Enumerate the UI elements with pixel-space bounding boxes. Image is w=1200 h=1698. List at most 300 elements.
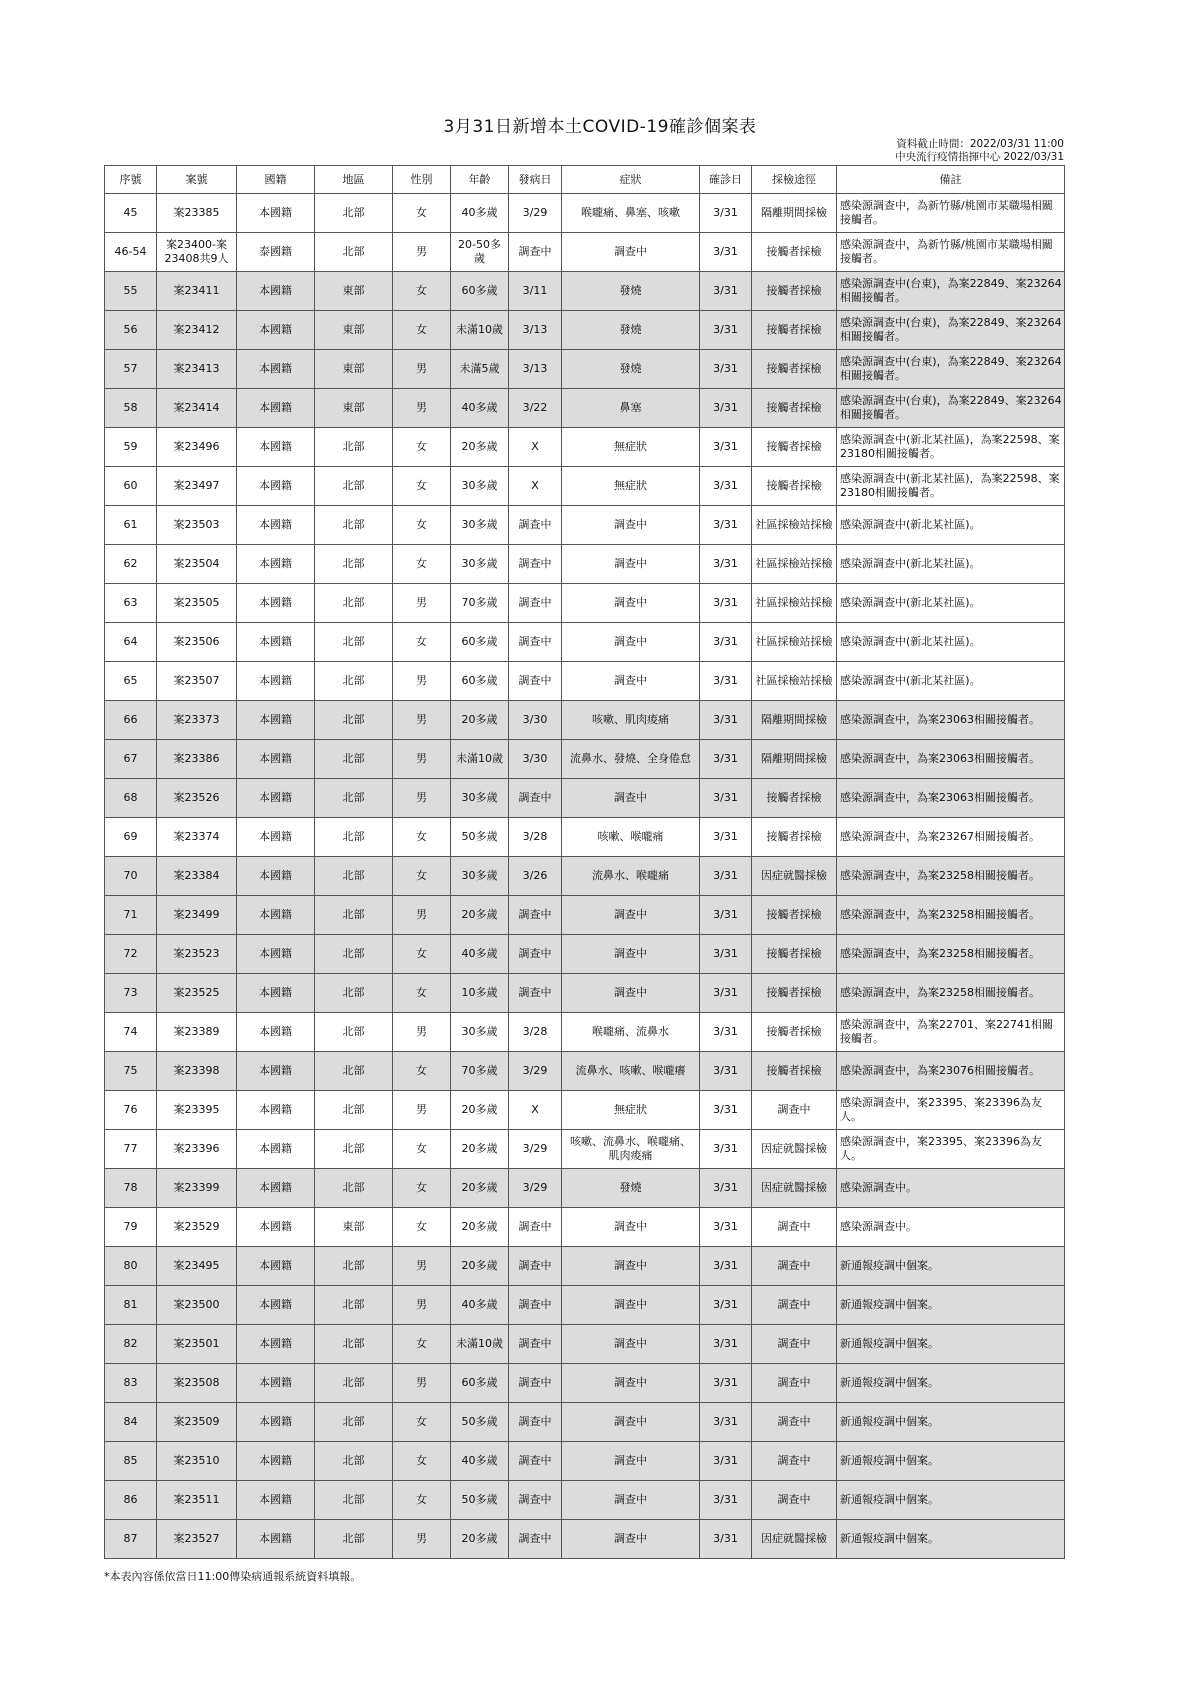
cell-onset: 調查中 — [509, 1286, 562, 1325]
cell-test-route: 接觸者採檢 — [752, 896, 837, 935]
cell-sex: 男 — [393, 389, 451, 428]
cell-age: 60多歲 — [451, 1364, 509, 1403]
cell-confirm-date: 3/31 — [700, 1325, 752, 1364]
cell-seq: 56 — [105, 311, 157, 350]
cell-region: 北部 — [315, 1013, 393, 1052]
cell-region: 北部 — [315, 1442, 393, 1481]
cell-age: 20-50多歲 — [451, 233, 509, 272]
table-row — [105, 1013, 1065, 1052]
cell-sex: 男 — [393, 584, 451, 623]
cell-test-route: 接觸者採檢 — [752, 467, 837, 506]
footnote: *本表內容係依當日11:00傳染病通報系統資料填報。 — [104, 1570, 362, 1583]
cell-nationality: 本國籍 — [237, 311, 315, 350]
cell-nationality: 本國籍 — [237, 740, 315, 779]
cell-sex: 男 — [393, 1013, 451, 1052]
cell-test-route: 調查中 — [752, 1403, 837, 1442]
cell-onset: 3/26 — [509, 857, 562, 896]
cell-case: 案23527 — [157, 1520, 237, 1559]
cell-note: 新通報疫調中個案。 — [837, 1325, 1065, 1364]
cell-age: 40多歲 — [451, 194, 509, 233]
table-row — [105, 935, 1065, 974]
cell-case: 案23398 — [157, 1052, 237, 1091]
cell-nationality: 本國籍 — [237, 1208, 315, 1247]
cell-region: 東部 — [315, 272, 393, 311]
cell-nationality: 本國籍 — [237, 623, 315, 662]
cell-symptoms: 流鼻水、發燒、全身倦怠 — [562, 740, 700, 779]
cell-age: 20多歲 — [451, 1247, 509, 1286]
cell-nationality: 本國籍 — [237, 662, 315, 701]
cell-symptoms: 調查中 — [562, 584, 700, 623]
cell-test-route: 接觸者採檢 — [752, 311, 837, 350]
table-row — [105, 818, 1065, 857]
cell-confirm-date: 3/31 — [700, 194, 752, 233]
cell-confirm-date: 3/31 — [700, 1247, 752, 1286]
cell-note: 感染源調查中(新北某社區)。 — [837, 506, 1065, 545]
cell-seq: 83 — [105, 1364, 157, 1403]
cell-age: 40多歲 — [451, 1442, 509, 1481]
cell-onset: X — [509, 1091, 562, 1130]
cell-seq: 73 — [105, 974, 157, 1013]
cell-region: 北部 — [315, 467, 393, 506]
cell-case: 案23511 — [157, 1481, 237, 1520]
cell-seq: 70 — [105, 857, 157, 896]
cell-case: 案23508 — [157, 1364, 237, 1403]
table-row — [105, 350, 1065, 389]
cell-note: 感染源調查中(台東)，為案22849、案23264相關接觸者。 — [837, 350, 1065, 389]
cell-onset: 3/29 — [509, 1052, 562, 1091]
cell-nationality: 泰國籍 — [237, 233, 315, 272]
header-symptoms: 症狀 — [562, 166, 700, 194]
cell-confirm-date: 3/31 — [700, 1052, 752, 1091]
cell-note: 新通報疫調中個案。 — [837, 1442, 1065, 1481]
cell-region: 北部 — [315, 233, 393, 272]
cell-region: 北部 — [315, 1325, 393, 1364]
cell-confirm-date: 3/31 — [700, 467, 752, 506]
cell-symptoms: 咳嗽、流鼻水、喉嚨痛、肌肉痠痛 — [562, 1130, 700, 1169]
cell-age: 40多歲 — [451, 935, 509, 974]
cell-confirm-date: 3/31 — [700, 818, 752, 857]
cell-seq: 76 — [105, 1091, 157, 1130]
cell-onset: 調查中 — [509, 233, 562, 272]
cell-note: 感染源調查中，案23395、案23396為友人。 — [837, 1130, 1065, 1169]
cell-symptoms: 咳嗽、喉嚨痛 — [562, 818, 700, 857]
cell-test-route: 隔離期間採檢 — [752, 701, 837, 740]
table-row — [105, 506, 1065, 545]
cell-region: 北部 — [315, 1130, 393, 1169]
cell-seq: 81 — [105, 1286, 157, 1325]
cell-confirm-date: 3/31 — [700, 1442, 752, 1481]
cell-region: 北部 — [315, 428, 393, 467]
cell-sex: 女 — [393, 467, 451, 506]
cell-case: 案23501 — [157, 1325, 237, 1364]
cell-case: 案23385 — [157, 194, 237, 233]
cell-test-route: 接觸者採檢 — [752, 233, 837, 272]
cell-symptoms: 無症狀 — [562, 467, 700, 506]
cell-test-route: 調查中 — [752, 1364, 837, 1403]
cell-test-route: 接觸者採檢 — [752, 1052, 837, 1091]
cell-onset: 調查中 — [509, 974, 562, 1013]
cell-sex: 女 — [393, 1403, 451, 1442]
cell-confirm-date: 3/31 — [700, 974, 752, 1013]
cell-sex: 男 — [393, 740, 451, 779]
cell-test-route: 接觸者採檢 — [752, 272, 837, 311]
cell-test-route: 社區採檢站採檢 — [752, 584, 837, 623]
cell-symptoms: 調查中 — [562, 1247, 700, 1286]
cell-confirm-date: 3/31 — [700, 1130, 752, 1169]
cell-symptoms: 發燒 — [562, 311, 700, 350]
cell-age: 30多歲 — [451, 1013, 509, 1052]
cell-onset: 調查中 — [509, 545, 562, 584]
table-row — [105, 428, 1065, 467]
table-row — [105, 623, 1065, 662]
cell-test-route: 因症就醫採檢 — [752, 1169, 837, 1208]
cell-case: 案23396 — [157, 1130, 237, 1169]
cell-confirm-date: 3/31 — [700, 1403, 752, 1442]
cell-region: 北部 — [315, 506, 393, 545]
cell-note: 新通報疫調中個案。 — [837, 1520, 1065, 1559]
cell-age: 30多歲 — [451, 779, 509, 818]
cell-nationality: 本國籍 — [237, 896, 315, 935]
cell-case: 案23386 — [157, 740, 237, 779]
cell-confirm-date: 3/31 — [700, 545, 752, 584]
cutoff-time: 資料截止時間：2022/03/31 11:00 — [896, 138, 1064, 150]
table-row — [105, 1481, 1065, 1520]
table-row — [105, 233, 1065, 272]
cell-note: 感染源調查中，為新竹縣/桃園市某職場相關接觸者。 — [837, 233, 1065, 272]
report-source: 中央流行疫情指揮中心 2022/03/31 — [895, 151, 1064, 163]
cell-case: 案23506 — [157, 623, 237, 662]
cell-sex: 女 — [393, 272, 451, 311]
cell-nationality: 本國籍 — [237, 1091, 315, 1130]
table-row — [105, 1364, 1065, 1403]
cell-symptoms: 調查中 — [562, 896, 700, 935]
cell-age: 20多歲 — [451, 1169, 509, 1208]
cell-nationality: 本國籍 — [237, 818, 315, 857]
cell-onset: 調查中 — [509, 1481, 562, 1520]
cell-note: 感染源調查中(台東)，為案22849、案23264相關接觸者。 — [837, 389, 1065, 428]
cell-onset: 調查中 — [509, 662, 562, 701]
cell-age: 20多歲 — [451, 896, 509, 935]
cell-confirm-date: 3/31 — [700, 389, 752, 428]
cell-confirm-date: 3/31 — [700, 740, 752, 779]
cell-case: 案23529 — [157, 1208, 237, 1247]
cell-case: 案23411 — [157, 272, 237, 311]
table-row — [105, 311, 1065, 350]
table-row — [105, 1208, 1065, 1247]
table-row — [105, 1325, 1065, 1364]
cell-region: 東部 — [315, 350, 393, 389]
cell-onset: 調查中 — [509, 1247, 562, 1286]
cell-nationality: 本國籍 — [237, 1130, 315, 1169]
cell-region: 北部 — [315, 896, 393, 935]
cell-confirm-date: 3/31 — [700, 1364, 752, 1403]
cell-age: 30多歲 — [451, 506, 509, 545]
cell-note: 感染源調查中，為案23258相關接觸者。 — [837, 935, 1065, 974]
cell-region: 北部 — [315, 1091, 393, 1130]
cell-sex: 女 — [393, 1481, 451, 1520]
cell-onset: 調查中 — [509, 1325, 562, 1364]
cell-age: 20多歲 — [451, 1130, 509, 1169]
cell-symptoms: 調查中 — [562, 662, 700, 701]
cell-region: 北部 — [315, 1286, 393, 1325]
cell-test-route: 調查中 — [752, 1325, 837, 1364]
table-row — [105, 272, 1065, 311]
table-row — [105, 1091, 1065, 1130]
cell-case: 案23495 — [157, 1247, 237, 1286]
cell-note: 感染源調查中。 — [837, 1169, 1065, 1208]
table-row — [105, 1247, 1065, 1286]
cell-case: 案23525 — [157, 974, 237, 1013]
cell-nationality: 本國籍 — [237, 935, 315, 974]
cell-region: 北部 — [315, 662, 393, 701]
cell-nationality: 本國籍 — [237, 1169, 315, 1208]
cell-region: 北部 — [315, 1247, 393, 1286]
cell-case: 案23389 — [157, 1013, 237, 1052]
header-seq: 序號 — [105, 166, 157, 194]
cell-seq: 64 — [105, 623, 157, 662]
cell-seq: 79 — [105, 1208, 157, 1247]
cell-age: 30多歲 — [451, 467, 509, 506]
cell-seq: 67 — [105, 740, 157, 779]
cell-confirm-date: 3/31 — [700, 311, 752, 350]
cell-note: 感染源調查中(新北某社區)，為案22598、案23180相關接觸者。 — [837, 467, 1065, 506]
cell-age: 20多歲 — [451, 1520, 509, 1559]
cell-nationality: 本國籍 — [237, 389, 315, 428]
cell-sex: 女 — [393, 428, 451, 467]
cell-note: 感染源調查中，為案23258相關接觸者。 — [837, 857, 1065, 896]
cell-test-route: 因症就醫採檢 — [752, 1520, 837, 1559]
cell-confirm-date: 3/31 — [700, 701, 752, 740]
cell-age: 50多歲 — [451, 1481, 509, 1520]
cell-region: 北部 — [315, 1364, 393, 1403]
cell-onset: 調查中 — [509, 584, 562, 623]
cell-seq: 72 — [105, 935, 157, 974]
cell-seq: 61 — [105, 506, 157, 545]
cell-onset: 3/22 — [509, 389, 562, 428]
cell-test-route: 因症就醫採檢 — [752, 1130, 837, 1169]
cell-note: 感染源調查中，為案23258相關接觸者。 — [837, 974, 1065, 1013]
header-age: 年齡 — [451, 166, 509, 194]
cell-symptoms: 調查中 — [562, 1520, 700, 1559]
cell-note: 感染源調查中(台東)，為案22849、案23264相關接觸者。 — [837, 272, 1065, 311]
cell-sex: 女 — [393, 194, 451, 233]
table-row — [105, 584, 1065, 623]
cell-seq: 55 — [105, 272, 157, 311]
cell-age: 未滿10歲 — [451, 311, 509, 350]
cell-symptoms: 調查中 — [562, 1403, 700, 1442]
cell-onset: 調查中 — [509, 1520, 562, 1559]
cell-region: 北部 — [315, 857, 393, 896]
table-row — [105, 1130, 1065, 1169]
cell-confirm-date: 3/31 — [700, 350, 752, 389]
cell-test-route: 接觸者採檢 — [752, 779, 837, 818]
cell-case: 案23526 — [157, 779, 237, 818]
header-note: 備註 — [837, 166, 1065, 194]
cell-symptoms: 調查中 — [562, 1208, 700, 1247]
cell-region: 北部 — [315, 740, 393, 779]
cell-note: 感染源調查中，案23395、案23396為友人。 — [837, 1091, 1065, 1130]
cell-symptoms: 調查中 — [562, 1364, 700, 1403]
cell-case: 案23497 — [157, 467, 237, 506]
cell-note: 感染源調查中，為案23063相關接觸者。 — [837, 740, 1065, 779]
cell-onset: 3/11 — [509, 272, 562, 311]
cell-confirm-date: 3/31 — [700, 1481, 752, 1520]
cell-symptoms: 調查中 — [562, 545, 700, 584]
cell-onset: 3/13 — [509, 350, 562, 389]
cell-age: 70多歲 — [451, 1052, 509, 1091]
cell-onset: 3/30 — [509, 701, 562, 740]
cell-test-route: 社區採檢站採檢 — [752, 545, 837, 584]
cell-seq: 82 — [105, 1325, 157, 1364]
cell-nationality: 本國籍 — [237, 584, 315, 623]
cell-region: 北部 — [315, 1520, 393, 1559]
header-sex: 性別 — [393, 166, 451, 194]
cell-confirm-date: 3/31 — [700, 1286, 752, 1325]
cell-age: 未滿5歲 — [451, 350, 509, 389]
header-case: 案號 — [157, 166, 237, 194]
cell-region: 北部 — [315, 1169, 393, 1208]
cell-seq: 78 — [105, 1169, 157, 1208]
cell-nationality: 本國籍 — [237, 1520, 315, 1559]
cell-region: 東部 — [315, 311, 393, 350]
cell-case: 案23499 — [157, 896, 237, 935]
cell-sex: 男 — [393, 350, 451, 389]
cell-test-route: 接觸者採檢 — [752, 428, 837, 467]
cell-symptoms: 調查中 — [562, 1481, 700, 1520]
cell-case: 案23523 — [157, 935, 237, 974]
cell-nationality: 本國籍 — [237, 545, 315, 584]
cell-age: 20多歲 — [451, 701, 509, 740]
cell-sex: 男 — [393, 1364, 451, 1403]
cell-nationality: 本國籍 — [237, 1403, 315, 1442]
cell-confirm-date: 3/31 — [700, 623, 752, 662]
cell-test-route: 接觸者採檢 — [752, 818, 837, 857]
cell-case: 案23505 — [157, 584, 237, 623]
cell-test-route: 社區採檢站採檢 — [752, 623, 837, 662]
cell-seq: 68 — [105, 779, 157, 818]
cell-test-route: 調查中 — [752, 1286, 837, 1325]
cell-region: 北部 — [315, 584, 393, 623]
cell-sex: 女 — [393, 545, 451, 584]
cell-nationality: 本國籍 — [237, 974, 315, 1013]
cell-onset: 調查中 — [509, 935, 562, 974]
cell-confirm-date: 3/31 — [700, 1091, 752, 1130]
cell-symptoms: 調查中 — [562, 779, 700, 818]
cell-symptoms: 喉嚨痛、鼻塞、咳嗽 — [562, 194, 700, 233]
cell-note: 感染源調查中，為案23063相關接觸者。 — [837, 779, 1065, 818]
cell-note: 新通報疫調中個案。 — [837, 1364, 1065, 1403]
cell-onset: 調查中 — [509, 896, 562, 935]
page-title: 3月31日新增本土COVID-19確診個案表 — [443, 117, 757, 137]
table-row — [105, 701, 1065, 740]
report-meta — [895, 138, 1064, 164]
cell-case: 案23412 — [157, 311, 237, 350]
header-region: 地區 — [315, 166, 393, 194]
cell-sex: 男 — [393, 779, 451, 818]
cell-nationality: 本國籍 — [237, 428, 315, 467]
cell-case: 案23399 — [157, 1169, 237, 1208]
cell-note: 新通報疫調中個案。 — [837, 1403, 1065, 1442]
cell-region: 北部 — [315, 701, 393, 740]
cell-onset: 3/28 — [509, 1013, 562, 1052]
cell-symptoms: 鼻塞 — [562, 389, 700, 428]
cell-region: 北部 — [315, 935, 393, 974]
cell-onset: 調查中 — [509, 1208, 562, 1247]
cell-age: 40多歲 — [451, 389, 509, 428]
cell-seq: 87 — [105, 1520, 157, 1559]
cell-nationality: 本國籍 — [237, 779, 315, 818]
cell-test-route: 接觸者採檢 — [752, 974, 837, 1013]
cell-test-route: 社區採檢站採檢 — [752, 506, 837, 545]
cell-age: 未滿10歲 — [451, 1325, 509, 1364]
cell-nationality: 本國籍 — [237, 1481, 315, 1520]
cell-note: 感染源調查中(新北某社區)。 — [837, 545, 1065, 584]
cell-onset: 調查中 — [509, 1364, 562, 1403]
cell-note: 感染源調查中(台東)，為案22849、案23264相關接觸者。 — [837, 311, 1065, 350]
case-table — [104, 165, 1065, 1559]
cell-sex: 男 — [393, 1520, 451, 1559]
header-test-route: 採檢途徑 — [752, 166, 837, 194]
cell-seq: 59 — [105, 428, 157, 467]
cell-seq: 46-54 — [105, 233, 157, 272]
cell-symptoms: 調查中 — [562, 935, 700, 974]
cell-note: 感染源調查中(新北某社區)，為案22598、案23180相關接觸者。 — [837, 428, 1065, 467]
cell-note: 感染源調查中，為案23258相關接觸者。 — [837, 896, 1065, 935]
cell-seq: 80 — [105, 1247, 157, 1286]
cell-sex: 女 — [393, 1130, 451, 1169]
cell-test-route: 接觸者採檢 — [752, 350, 837, 389]
cell-region: 北部 — [315, 194, 393, 233]
cell-region: 東部 — [315, 1208, 393, 1247]
cell-sex: 男 — [393, 1247, 451, 1286]
table-row — [105, 1520, 1065, 1559]
cell-symptoms: 調查中 — [562, 623, 700, 662]
cell-age: 20多歲 — [451, 1208, 509, 1247]
cell-nationality: 本國籍 — [237, 701, 315, 740]
cell-case: 案23414 — [157, 389, 237, 428]
cell-onset: 3/28 — [509, 818, 562, 857]
cell-region: 北部 — [315, 1481, 393, 1520]
cell-sex: 男 — [393, 896, 451, 935]
cell-case: 案23400-案23408共9人 — [157, 233, 237, 272]
cell-age: 20多歲 — [451, 428, 509, 467]
cell-case: 案23373 — [157, 701, 237, 740]
cell-case: 案23374 — [157, 818, 237, 857]
cell-case: 案23500 — [157, 1286, 237, 1325]
cell-seq: 74 — [105, 1013, 157, 1052]
cell-test-route: 調查中 — [752, 1481, 837, 1520]
cell-seq: 77 — [105, 1130, 157, 1169]
cell-onset: 3/13 — [509, 311, 562, 350]
cell-seq: 63 — [105, 584, 157, 623]
cell-sex: 女 — [393, 1208, 451, 1247]
header-nationality: 國籍 — [237, 166, 315, 194]
cell-symptoms: 流鼻水、咳嗽、喉嚨癢 — [562, 1052, 700, 1091]
cell-region: 北部 — [315, 623, 393, 662]
cell-confirm-date: 3/31 — [700, 584, 752, 623]
cell-confirm-date: 3/31 — [700, 857, 752, 896]
cell-sex: 男 — [393, 701, 451, 740]
table-row — [105, 1403, 1065, 1442]
cell-sex: 女 — [393, 974, 451, 1013]
cell-seq: 66 — [105, 701, 157, 740]
cell-age: 20多歲 — [451, 1091, 509, 1130]
cell-symptoms: 無症狀 — [562, 1091, 700, 1130]
cell-confirm-date: 3/31 — [700, 272, 752, 311]
cell-age: 70多歲 — [451, 584, 509, 623]
cell-note: 感染源調查中。 — [837, 1208, 1065, 1247]
cell-case: 案23384 — [157, 857, 237, 896]
